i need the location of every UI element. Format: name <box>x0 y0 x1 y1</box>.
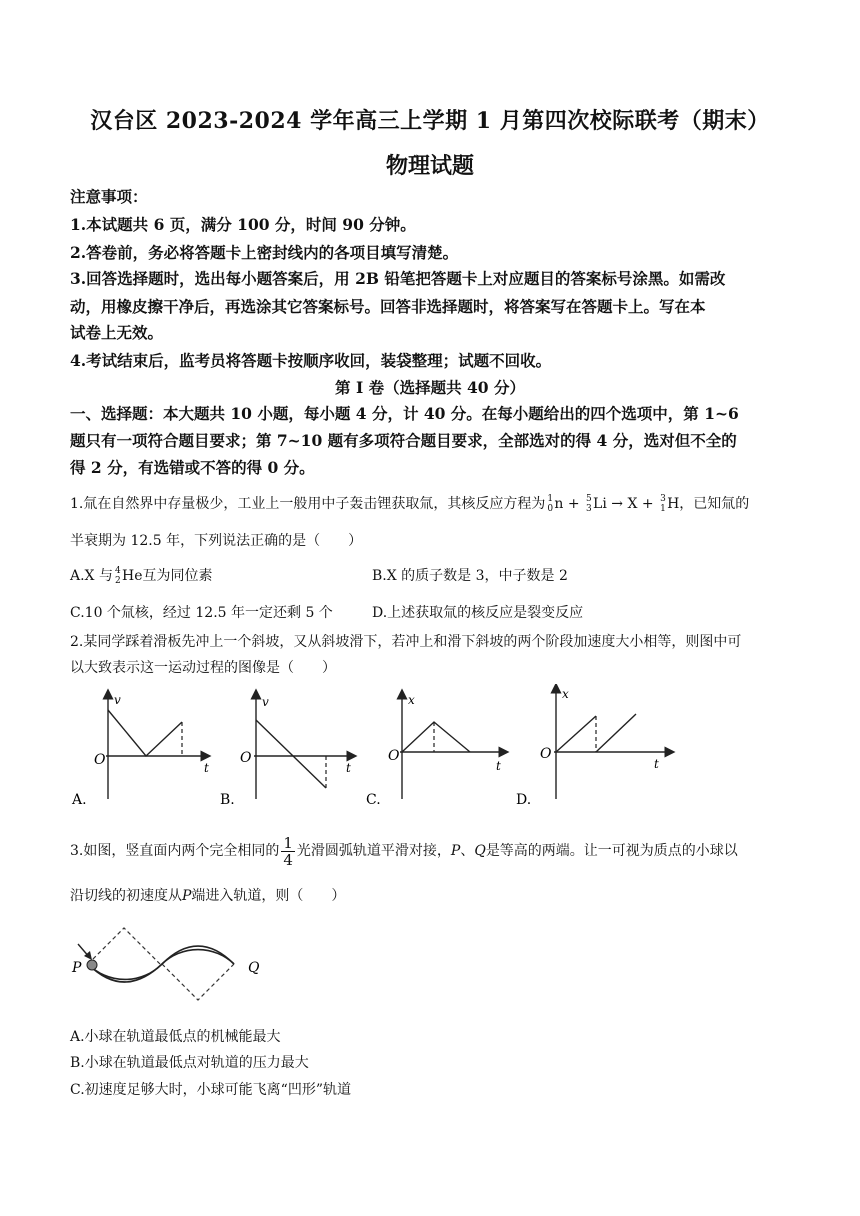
q2-c-xaxis: t <box>496 759 501 773</box>
q2-a-origin: O <box>94 752 106 768</box>
q3-fig-q: Q <box>248 960 260 976</box>
q3-p: P <box>450 843 461 859</box>
q1-x: X <box>627 496 638 512</box>
q3-option-c: C.初速度足够大时，小球可能飞离“凹形”轨道 <box>70 1082 351 1098</box>
q1-h-mass: 3 <box>660 494 666 504</box>
q2-option-d: D. <box>516 792 532 808</box>
q3-q: Q <box>474 843 486 859</box>
q3-figure <box>70 916 290 1020</box>
q2-option-a: A. <box>72 792 87 808</box>
notice-item-3-cont: 动，用橡皮擦干净后，再选涂其它答案标号。回答非选择题时，将答案写在答题卡上。写在本 <box>70 297 706 316</box>
q2-c-origin: O <box>388 748 400 764</box>
exam-subtitle: 物理试题 <box>385 153 474 179</box>
notice-item-3-cont2: 试卷上无效。 <box>70 323 164 342</box>
q3-stem-c: 是等高的两端。让一可视为质点的小球以 <box>485 843 738 859</box>
q1-option-b: B.X 的质子数是 3，中子数是 2 <box>372 568 568 584</box>
section-instructions-3: 得 2 分，有选错或不答的得 0 分。 <box>70 458 315 477</box>
section-instructions-1: 一、选择题：本大题共 10 小题，每小题 4 分，计 40 分。在每小题给出的四个选项中，第 1~6 <box>70 404 739 423</box>
arrow-icon: → <box>611 496 623 512</box>
q1-n: n <box>554 496 564 512</box>
q2-b-xaxis: t <box>346 761 351 775</box>
q3-sep: 、 <box>460 843 475 859</box>
q1-stem-line2: 半衰期为 12.5 年，下列说法正确的是（ ） <box>70 533 363 549</box>
q3-stem-e: 端进入轨道，则（ ） <box>191 888 346 904</box>
notice-item-3: 3.回答选择题时，选出每小题答案后，用 2B 铅笔把答题卡上对应题目的答案标号涂黑。如需改 <box>70 269 726 288</box>
q2-a-xaxis: t <box>204 761 209 775</box>
q3-fraction <box>281 835 295 868</box>
q3-p2: P <box>182 888 192 904</box>
exam-title: 汉台区 2023-2024 学年高三上学期 1 月第四次校际联考（期末） <box>90 108 770 134</box>
q1-option-a-pre: A.X 与 <box>70 568 113 584</box>
q1-li-num: 3 <box>586 504 592 514</box>
q1-stem <box>70 494 800 514</box>
q3-option-b: B.小球在轨道最低点对轨道的压力最大 <box>70 1055 309 1071</box>
q2-c-yaxis: x <box>408 693 415 707</box>
q1-n-mass: 1 <box>547 494 554 504</box>
q3-frac-num: 1 <box>283 833 293 852</box>
notice-item-4: 4.考试结束后，监考员将答题卡按顺序收回，装袋整理；试题不回收。 <box>70 351 552 370</box>
q2-graph-a <box>71 693 209 808</box>
q2-option-b: B. <box>220 792 235 808</box>
q1-stem-tail: ，已知氚的 <box>679 496 750 512</box>
q2-d-origin: O <box>540 746 552 762</box>
q2-a-yaxis: v <box>114 693 121 707</box>
q1-n-num: 0 <box>547 504 554 514</box>
q2-graph-d <box>516 687 670 808</box>
q2-option-c: C. <box>366 792 381 808</box>
q1-h: H <box>667 496 680 512</box>
q2-graphs <box>70 684 750 810</box>
q2-d-xaxis: t <box>654 757 659 771</box>
q3-stem <box>70 834 800 868</box>
q3-frac-den: 4 <box>283 850 293 869</box>
q1-h-num: 1 <box>660 504 666 514</box>
q1-he-mass: 4 <box>114 566 121 576</box>
q1-he-num: 2 <box>114 576 121 586</box>
section-title: 第 I 卷（选择题共 40 分） <box>335 378 525 397</box>
q2-b-origin: O <box>240 750 252 766</box>
q2-graph-b <box>220 694 352 808</box>
q1-equation: 1 0 n + 5 3 Li → X + 3 1 H <box>547 494 680 514</box>
q1-option-a-post: 互为同位素 <box>142 568 213 584</box>
q3-stem-a: 3.如图，竖直面内两个完全相同的 <box>70 843 280 859</box>
notice-heading: 注意事项： <box>70 187 148 206</box>
q2-stem-line2: 以大致表示这一运动过程的图像是（ ） <box>70 660 336 676</box>
notice-item-2: 2.答卷前，务必将答题卡上密封线内的各项目填写清楚。 <box>70 243 459 262</box>
section-instructions-2: 题只有一项符合题目要求；第 7~10 题有多项符合题目要求，全部选对的得 4 分，选对但不全的 <box>70 431 737 450</box>
q2-d-yaxis: x <box>562 687 569 701</box>
q3-fig-p: P <box>72 960 82 976</box>
q1-li: Li <box>593 496 607 512</box>
q2-stem-line1: 2.某同学踩着滑板先冲上一个斜坡，又从斜坡滑下，若冲上和滑下斜坡的两个阶段加速度大小相等，则图中可 <box>70 634 742 650</box>
notice-item-1: 1.本试题共 6 页，满分 100 分，时间 90 分钟。 <box>70 215 416 234</box>
q2-b-yaxis: v <box>262 695 269 709</box>
q3-option-a: A.小球在轨道最低点的机械能最大 <box>70 1029 281 1045</box>
q3-stem-b: 光滑圆弧轨道平滑对接， <box>296 843 451 859</box>
q1-stem-text: 1.氚在自然界中存量极少，工业上一般用中子轰击锂获取氚，其核反应方程为 <box>70 496 546 512</box>
q1-option-a <box>70 566 370 586</box>
q3-stem-d: 沿切线的初速度从 <box>70 888 182 904</box>
q1-he: He <box>121 568 143 584</box>
q1-li-mass: 5 <box>586 494 592 504</box>
q1-option-c: C.10 个氚核，经过 12.5 年一定还剩 5 个 <box>70 605 333 621</box>
q2-graph-c <box>366 693 504 808</box>
q1-option-d: D.上述获取氚的核反应是裂变反应 <box>372 605 584 621</box>
q3-stem-line2 <box>70 886 800 906</box>
